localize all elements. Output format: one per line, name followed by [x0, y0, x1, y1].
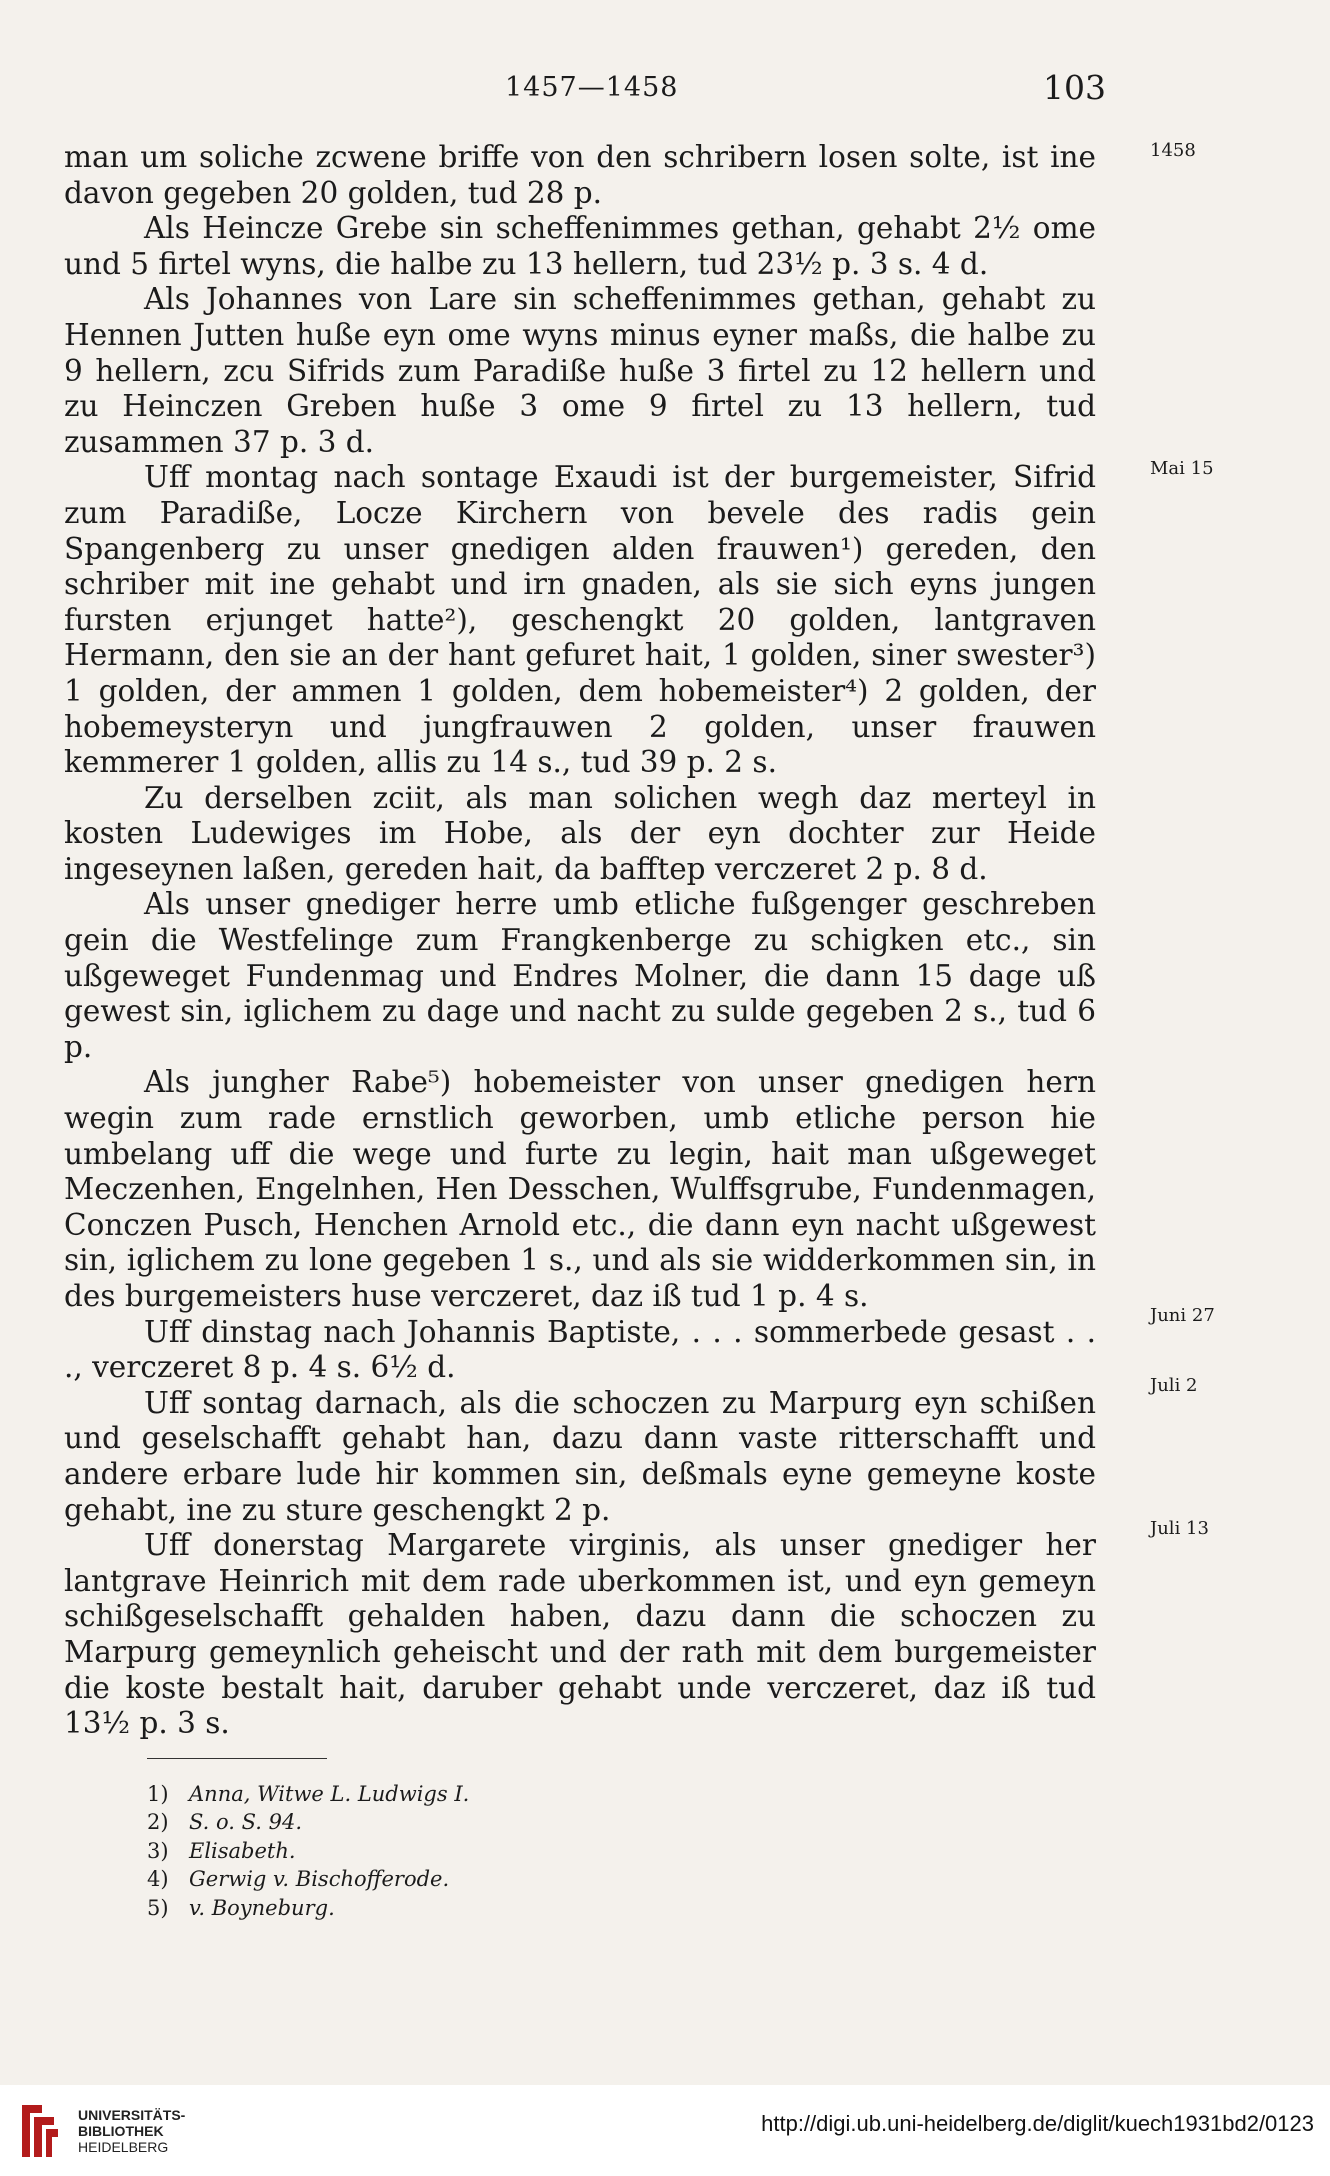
footnote [147, 1837, 847, 1865]
paragraph: Uff montag nach sontage Exaudi ist der burgemeister, Sifrid zum Paradiße, Locze Kirchern von bevele des radis gein Spangenberg zu unser gnedigen alden frauwen¹) gereden, den schriber mit ine gehabt und irn gnaden, als sie sich eyns jungen fursten erjunget hatte²), geschengkt 20 golden, lantgraven Hermann, den sie an der hant gefuret hait, 1 golden, siner swester³) 1 golden, der ammen 1 golden, dem hobemeister⁴) 2 golden, der hobemeysteryn und jungfrauwen 2 golden, unser frauwen kemmerer 1 golden, allis zu 14 s., tud 39 p. 2 s. [64, 460, 1096, 780]
footnote-number: 5) [147, 1895, 169, 1920]
footnote-text: Anna, Witwe L. Ludwigs I. [189, 1782, 470, 1806]
footnote [147, 1808, 847, 1836]
paragraph: Uff dinstag nach Johannis Baptiste, . . . sommerbede gesast . . ., verczeret 8 p. 4 s. 6½ d. [64, 1314, 1096, 1385]
institution-line: UNIVERSITÄTS- [78, 2107, 186, 2123]
footnote [147, 1894, 847, 1922]
institution-line: HEIDELBERG [78, 2139, 169, 2155]
footnote-text: Elisabeth. [189, 1838, 296, 1863]
footnote-number: 3) [147, 1838, 169, 1863]
margin-note-date: Juli 13 [1150, 1518, 1209, 1539]
footnote-text: Gerwig v. Bischofferode. [189, 1867, 450, 1892]
footnote [147, 1780, 847, 1808]
paragraph: Zu derselben zciit, als man solichen wegh daz merteyl in kosten Ludewiges im Hobe, als der eyn dochter zur Heide ingeseynen laßen, gereden hait, da bafftер verczeret 2 p. 8 d. [64, 780, 1096, 886]
paragraph: man um soliche zcwene briffe von den schribern losen solte, ist ine davon gegeben 20 golden, tud 28 p. [64, 140, 1096, 210]
body-text [64, 140, 1096, 1742]
digitization-footer [0, 2085, 1330, 2176]
running-head [0, 68, 1330, 112]
page-number: 103 [1043, 68, 1106, 107]
paragraph: Uff sontag darnach, als die schoczen zu Marpurg eyn schißen und geselschafft gehabt han, dazu dann vaste ritterschafft und andere erbare lude hir kommen sin, deßmals eyne gemeyne koste gehabt, ine zu sture geschengkt 2 p. [64, 1385, 1096, 1527]
paragraph: Als jungher Rabe⁵) hobemeister von unser gnedigen hern wegin zum rade ernstlich geworben, umb etliche person hie umbelang uff die wege und furte zu legin, hait man ußgeweget Meczenhen, Engelnhen, Hen Desschen, Wulffsgrube, Fundenmagen, Conczen Pusch, Henchen Arnold etc., die dann eyn nacht ußgewest sin, iglichem zu lone gegeben 1 s., und als sie widderkommen sin, in des burgemeisters huse verczeret, daz iß tud 1 p. 4 s. [64, 1065, 1096, 1313]
footnote-text: S. o. S. 94. [189, 1810, 302, 1835]
margin-note-date: Mai 15 [1150, 458, 1214, 479]
footnotes [147, 1780, 847, 1922]
year-range: 1457—1458 [505, 72, 679, 103]
footnote [147, 1865, 847, 1893]
footnote-number: 1) [147, 1782, 169, 1806]
institution-name [78, 2107, 185, 2155]
paragraph: Als Heincze Grebe sin scheffenimmes gethan, gehabt 2½ ome und 5 firtel wyns, die halbe zu 13 hellern, tud 23½ p. 3 s. 4 d. [64, 211, 1096, 281]
library-logo-icon [16, 2101, 60, 2161]
source-url[interactable]: http://digi.ub.uni-heidelberg.de/diglit/kuech1931bd2/0123 [761, 2111, 1314, 2136]
footnote-number: 4) [147, 1867, 169, 1892]
paragraph: Uff donerstag Margarete virginis, als unser gnediger her lantgrave Heinrich mit dem rade uberkommen ist, und eyn gemeyn schißgeselschafft gehalden haben, dazu dann die schoczen zu Marpurg gemeynlich geheischt und der rath mit dem burgemeister die koste bestalt hait, daruber gehabt unde verczeret, daz iß tud 13½ p. 3 s. [64, 1528, 1096, 1741]
footnote-rule [147, 1758, 327, 1759]
paragraph: Als unser gnediger herre umb etliche fußgenger geschreben gein die Westfelinge zum Frangkenberge zu schigken etc., sin ußgeweget Fundenmag und Endres Molner, die dann 15 dage uß gewest sin, iglichem zu dage und nacht zu sulde gegeben 2 s., tud 6 p. [64, 887, 1096, 1064]
margin-note-date: Juli 2 [1150, 1375, 1198, 1396]
footnote-text: v. Boyneburg. [189, 1895, 335, 1920]
margin-note-year: 1458 [1150, 140, 1196, 161]
institution-line: BIBLIOTHEK [78, 2123, 164, 2139]
margin-note-date: Juni 27 [1150, 1305, 1215, 1326]
paragraph: Als Johannes von Lare sin scheffenimmes gethan, gehabt zu Hennen Jutten huße eyn ome wyns minus eyner maßs, die halbe zu 9 hellern, zcu Sifrids zum Paradiße huße 3 firtel zu 12 hellern und zu Heinczen Greben huße 3 ome 9 firtel zu 13 hellern, tud zusammen 37 p. 3 d. [64, 282, 1096, 459]
footnote-number: 2) [147, 1810, 169, 1835]
